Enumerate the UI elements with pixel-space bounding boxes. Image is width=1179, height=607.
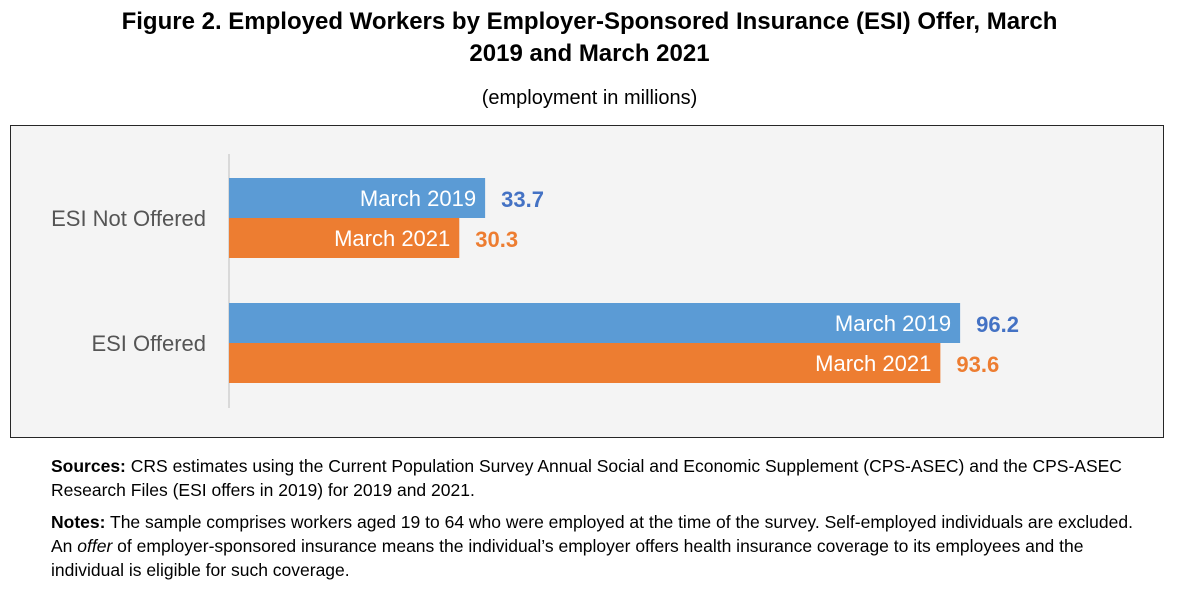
data-label: 93.6 — [956, 352, 1000, 377]
notes-text-2: of employer-sponsored insurance means the individual’s employer offers health insurance coverage to its employees and the individual is eligible for such coverage. — [51, 536, 1084, 580]
bar-chart — [11, 126, 1162, 436]
chart-area — [10, 125, 1164, 438]
bar-series-label: March 2019 — [834, 311, 952, 336]
bar-series-label: March 2021 — [815, 351, 932, 376]
notes-text-1: The sample comprises workers aged 19 to 64 who were employed at the time of the survey. Self-employed individuals are excluded. An — [51, 512, 1133, 556]
category-label: ESI Not Offered — [51, 206, 206, 231]
category-label: ESI Offered — [91, 331, 206, 356]
data-label: 96.2 — [976, 312, 1019, 337]
chart-title-line2: 2019 and March 2021 — [469, 40, 710, 67]
chart-subtitle: (employment in millions) — [481, 87, 698, 109]
sources-text: CRS estimates using the Current Population Survey Annual Social and Economic Supplement (CPS-ASEC) and the CPS-ASEC Research Files (ESI offers in 2019) for 2019 and 2021. — [51, 456, 1122, 500]
chart-title-line1: Figure 2. Employed Workers by Employer-Sponsored Insurance (ESI) Offer, March — [121, 8, 1058, 35]
sources-paragraph — [51, 454, 1141, 502]
data-label: 30.3 — [475, 227, 519, 252]
data-label: 33.7 — [501, 187, 544, 212]
bar-series-label: March 2021 — [334, 226, 451, 251]
chart-title — [0, 6, 1179, 70]
notes-label: Notes: — [51, 512, 106, 532]
notes-paragraph — [51, 510, 1141, 582]
sources-label: Sources: — [51, 456, 126, 476]
bar-series-label: March 2019 — [359, 186, 477, 211]
notes-italic: offer — [77, 536, 113, 556]
notes-section — [51, 454, 1141, 590]
